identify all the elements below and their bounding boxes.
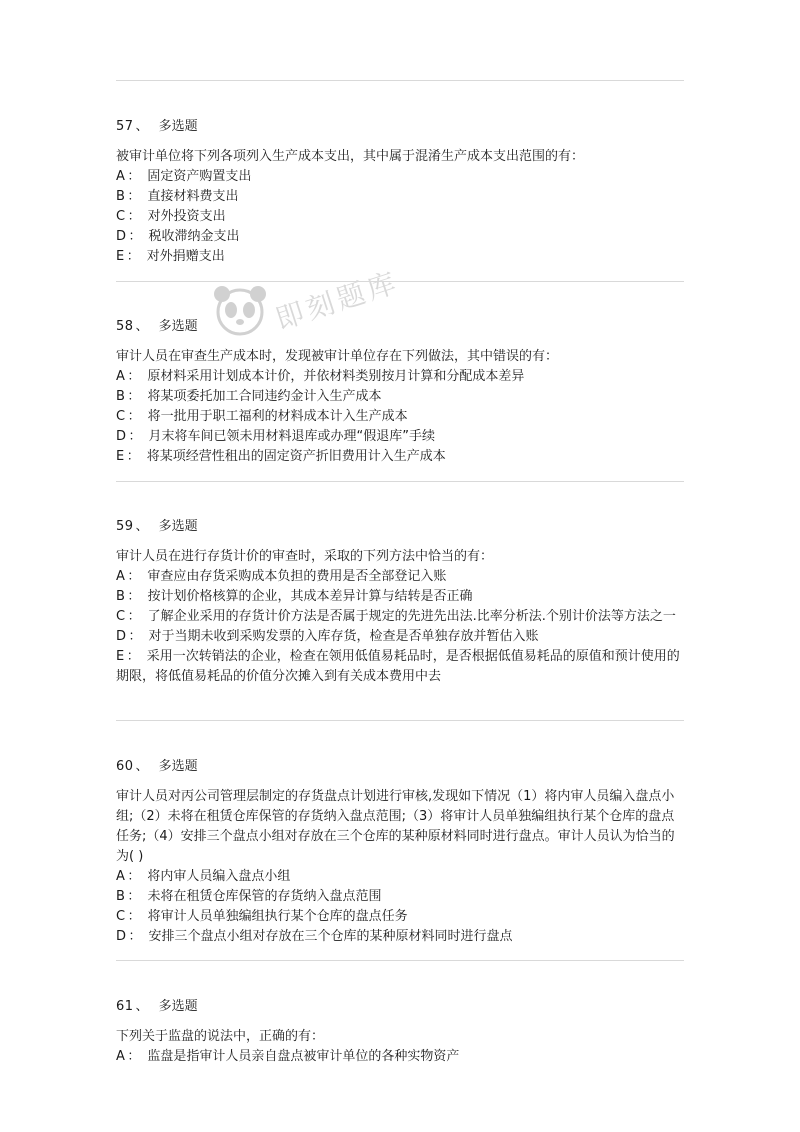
question-number: 59 — [116, 519, 134, 534]
question-header — [116, 757, 686, 777]
question-stem: 审计人员在审查生产成本时，发现被审计单位存在下列做法，其中错误的有： — [116, 349, 559, 364]
question-header — [116, 997, 686, 1017]
divider — [116, 720, 684, 721]
option-a: A ： 原材料采用计划成本计价，并依材料类别按月计算和分配成本差异 — [116, 369, 525, 384]
question-type: 多选题 — [158, 119, 198, 134]
question-59 — [116, 517, 686, 687]
question-number: 61 — [116, 999, 134, 1014]
question-header — [116, 517, 686, 537]
option-d: D ： 税收滞纳金支出 — [116, 229, 240, 244]
option-e: E ： 将某项经营性租出的固定资产折旧费用计入生产成本 — [116, 449, 446, 464]
question-separator: 、 — [135, 319, 149, 334]
divider — [116, 481, 684, 482]
question-type: 多选题 — [158, 759, 198, 774]
option-b: B ： 将某项委托加工合同违约金计入生产成本 — [116, 389, 382, 404]
question-header — [116, 117, 686, 137]
question-type: 多选题 — [158, 999, 198, 1014]
option-b: B ： 未将在租赁仓库保管的存货纳入盘点范围 — [116, 889, 382, 904]
option-e: E ： 采用一次转销法的企业，检查在领用低值易耗品时，是否根据低值易耗品的原值和预计使用的期限，将低值易耗品的价值分次摊入到有关成本费用中去 — [116, 649, 680, 684]
question-number: 57 — [116, 119, 134, 134]
option-c: C ： 对外投资支出 — [116, 209, 226, 224]
question-58 — [116, 317, 686, 467]
option-c: C ： 将一批用于职工福利的材料成本计入生产成本 — [116, 409, 408, 424]
divider — [116, 281, 684, 282]
option-a: A ： 监盘是指审计人员亲自盘点被审计单位的各种实物资产 — [116, 1049, 460, 1064]
option-a: A ： 将内审人员编入盘点小组 — [116, 869, 291, 884]
option-b: B ： 直接材料费支出 — [116, 189, 239, 204]
divider — [116, 960, 684, 961]
option-b: B ： 按计划价格核算的企业，其成本差异计算与结转是否正确 — [116, 589, 473, 604]
question-stem: 审计人员对丙公司管理层制定的存货盘点计划进行审核,发现如下情况（1）将内审人员编入盘点小组;（2）未将在租赁仓库保管的存货纳入盘点范围;（3）将审计人员单独编组执行某个仓库的盘点任务;（4）安排三个盘点小组对存放在三个仓库的某种原材料同时进行盘点。审计人员认为恰当的为( ) — [116, 789, 675, 864]
divider — [116, 80, 684, 81]
watermark-text: 即刻题库 — [271, 265, 404, 337]
question-60 — [116, 757, 686, 947]
option-d: D ： 月末将车间已领未用材料退库或办理“假退库”手续 — [116, 429, 436, 444]
option-d: D ： 对于当期未收到采购发票的入库存货，检查是否单独存放并暂估入账 — [116, 629, 539, 644]
option-a: A ： 固定资产购置支出 — [116, 169, 252, 184]
question-type: 多选题 — [158, 319, 198, 334]
question-stem: 审计人员在进行存货计价的审查时，采取的下列方法中恰当的有： — [116, 549, 494, 564]
question-separator: 、 — [135, 519, 149, 534]
question-separator: 、 — [135, 119, 149, 134]
question-number: 58 — [116, 319, 134, 334]
question-number: 60 — [116, 759, 134, 774]
question-61 — [116, 997, 686, 1067]
question-separator: 、 — [135, 759, 149, 774]
question-header — [116, 317, 686, 337]
question-stem: 下列关于监盘的说法中，正确的有： — [116, 1029, 325, 1044]
option-d: D ： 安排三个盘点小组对存放在三个仓库的某种原材料同时进行盘点 — [116, 929, 513, 944]
question-separator: 、 — [135, 999, 149, 1014]
question-57 — [116, 117, 686, 267]
question-type: 多选题 — [158, 519, 198, 534]
option-a: A ： 审查应由存货采购成本负担的费用是否全部登记入账 — [116, 569, 447, 584]
option-e: E ： 对外捐赠支出 — [116, 249, 225, 264]
option-c: C ： 了解企业采用的存货计价方法是否属于规定的先进先出法.比率分析法.个别计价法等方法之一 — [116, 609, 676, 624]
option-c: C ： 将审计人员单独编组执行某个仓库的盘点任务 — [116, 909, 408, 924]
question-stem: 被审计单位将下列各项列入生产成本支出，其中属于混淆生产成本支出范围的有： — [116, 149, 585, 164]
